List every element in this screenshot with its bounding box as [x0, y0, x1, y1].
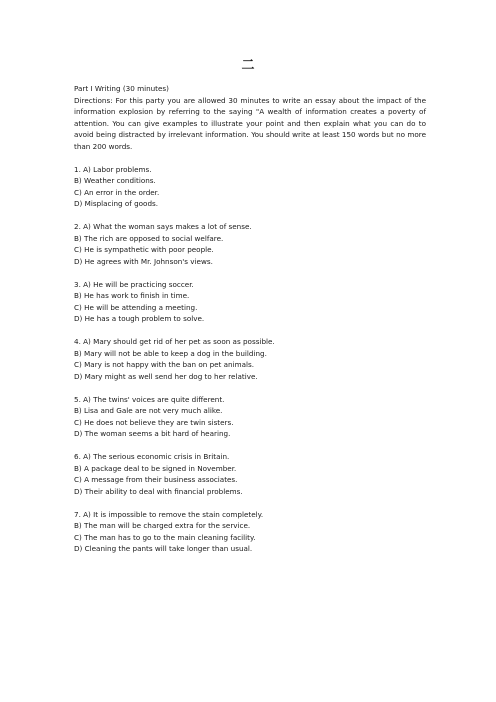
option-b: B) He has work to finish in time.	[74, 291, 190, 300]
option-d: D) He agrees with Mr. Johnson's views.	[74, 256, 213, 266]
option-c: C) A message from their business associates.	[74, 475, 238, 484]
option-a: 6. A) The serious economic crisis in Britain.	[74, 452, 230, 461]
option-a: 2. A) What the woman says makes a lot of sense.	[74, 222, 252, 231]
option-a: 3. A) He will be practicing soccer.	[74, 279, 194, 289]
option-d: D) Misplacing of goods.	[74, 199, 159, 208]
option-c: C) An error in the order.	[74, 187, 160, 197]
part-title: Part I Writing (30 minutes)	[74, 84, 169, 93]
option-a: 7. A) It is impossible to remove the stain completely.	[74, 509, 264, 519]
question-7	[74, 509, 426, 555]
option-b: B) A package deal to be signed in November.	[74, 463, 237, 473]
option-b: B) Mary will not be able to keep a dog in the building.	[74, 348, 267, 358]
option-b: B) The man will be charged extra for the service.	[74, 521, 251, 530]
option-a: 1. A) Labor problems.	[74, 164, 152, 174]
question-5	[74, 394, 426, 440]
question-1	[74, 164, 426, 210]
directions-text: Directions: For this party you are allowed 30 minutes to write an essay about the impact of the information explosion by referring to the saying "A wealth of information creates a poverty of attention. You can give examples to illustrate your point and then explain what you can do to avoid being distracted by irrelevant information. You should write at least 150 words but no more than 200 words.	[74, 95, 426, 151]
option-b: B) Weather conditions.	[74, 176, 156, 185]
option-c: C) He is sympathetic with poor people.	[74, 245, 214, 254]
question-4	[74, 336, 426, 382]
page-mark: 二	[241, 58, 255, 73]
question-2	[74, 221, 426, 267]
document-content	[74, 83, 426, 555]
option-a: 5. A) The twins' voices are quite different.	[74, 394, 225, 404]
option-d: D) He has a tough problem to solve.	[74, 314, 205, 323]
option-c: C) Mary is not happy with the ban on pet animals.	[74, 360, 255, 369]
option-b: B) Lisa and Gale are not very much alike.	[74, 406, 223, 415]
option-b: B) The rich are opposed to social welfare.	[74, 233, 224, 243]
option-d: D) Mary might as well send her dog to her relative.	[74, 371, 258, 381]
question-3	[74, 279, 426, 325]
option-c: C) The man has to go to the main cleaning facility.	[74, 532, 256, 542]
option-d: D) Cleaning the pants will take longer than usual.	[74, 544, 253, 553]
question-6	[74, 451, 426, 497]
option-d: D) The woman seems a bit hard of hearing.	[74, 429, 231, 438]
option-c: C) He will be attending a meeting.	[74, 302, 198, 312]
option-c: C) He does not believe they are twin sisters.	[74, 417, 234, 427]
question-list	[74, 164, 426, 555]
option-a: 4. A) Mary should get rid of her pet as soon as possible.	[74, 337, 275, 346]
option-d: D) Their ability to deal with financial problems.	[74, 486, 243, 496]
